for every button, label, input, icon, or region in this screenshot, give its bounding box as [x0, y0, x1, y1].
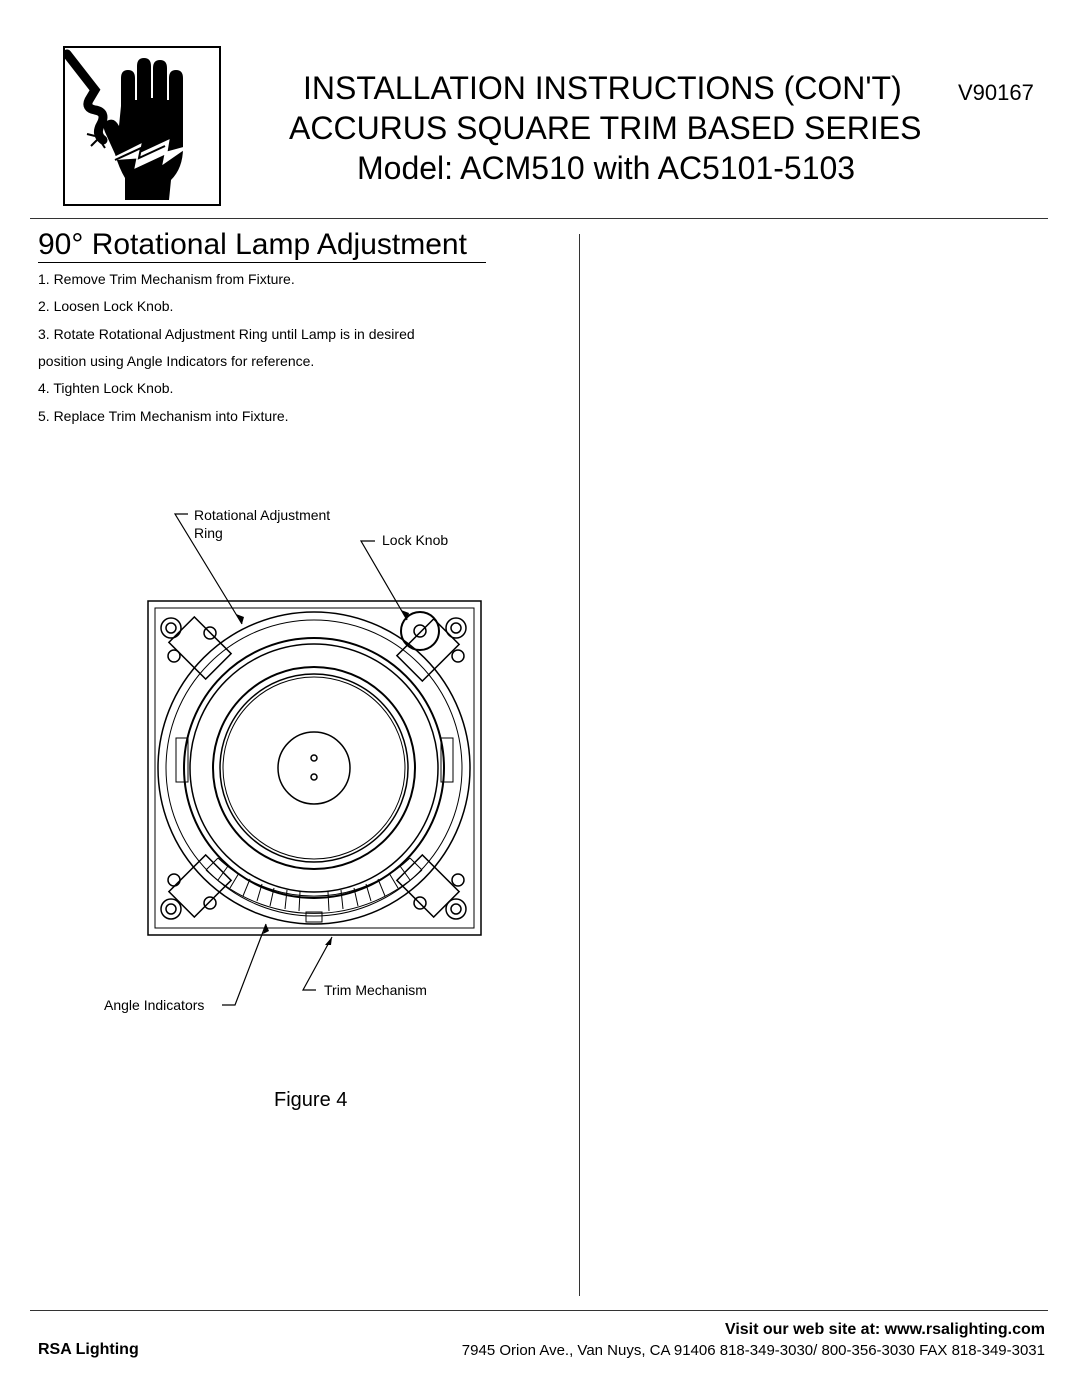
label-lock-knob: Lock Knob: [382, 532, 449, 548]
step-1: 1. Remove Trim Mechanism from Fixture.: [38, 271, 295, 287]
lamp-ring: [213, 667, 415, 869]
trim-frame-inner: [155, 608, 474, 928]
step-5: 5. Replace Trim Mechanism into Fixture.: [38, 408, 289, 424]
step-4: 4. Tighten Lock Knob.: [38, 380, 174, 396]
company-address: 7945 Orion Ave., Van Nuys, CA 91406 818-349-3030/ 800-356-3030 FAX 818-349-3031: [461, 1342, 1045, 1359]
title-line-3: Model: ACM510 with AC5101-5103: [357, 150, 856, 186]
label-angle-indicators: Angle Indicators: [104, 997, 205, 1013]
lamp-dot-upper: [311, 755, 317, 761]
step-2: 2. Loosen Lock Knob.: [38, 298, 174, 314]
company-name: RSA Lighting: [38, 1341, 139, 1358]
figure-caption: Figure 4: [274, 1089, 348, 1111]
section-title: 90° Rotational Lamp Adjustment: [38, 228, 467, 261]
lamp-dot-lower: [311, 774, 317, 780]
title-line-1: INSTALLATION INSTRUCTIONS (CON'T): [303, 70, 902, 106]
label-trim-mechanism: Trim Mechanism: [324, 982, 427, 998]
footer-divider: [30, 1310, 1048, 1311]
label-rotational-ring: Rotational Adjustment Ring: [194, 507, 331, 541]
version-code: V90167: [958, 80, 1034, 105]
lamp-center: [278, 732, 350, 804]
step-3: 3. Rotate Rotational Adjustment Ring until Lamp is in desired: [38, 326, 415, 342]
step-3-continued: position using Angle Indicators for reference.: [38, 353, 315, 369]
title-line-2: ACCURUS SQUARE TRIM BASED SERIES: [289, 110, 922, 146]
rotational-ring-outer: [158, 612, 470, 924]
angle-indicators-leader: [222, 924, 266, 1005]
website-link[interactable]: Visit our web site at: www.rsalighting.com: [724, 1321, 1045, 1338]
trim-frame-outer: [148, 601, 481, 935]
